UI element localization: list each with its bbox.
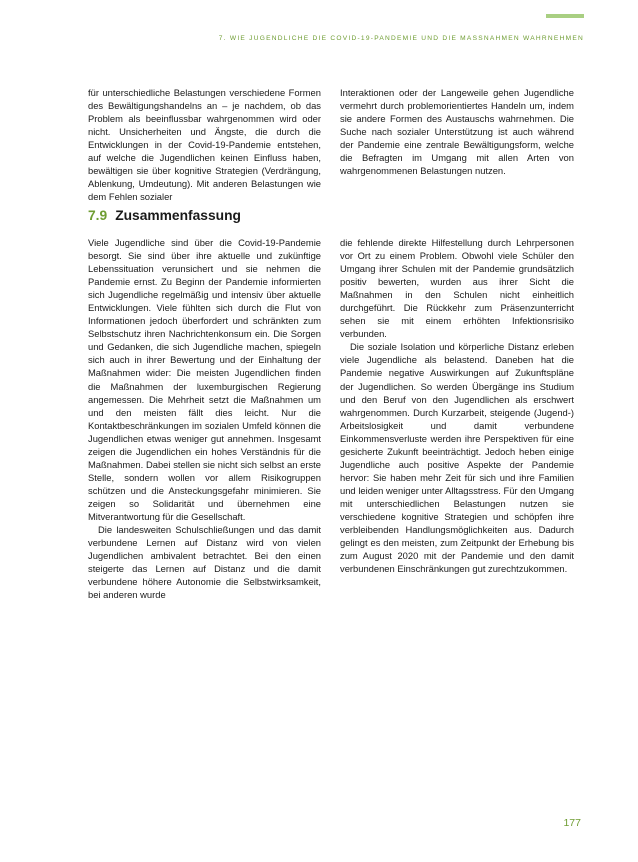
summary-paragraph: Die soziale Isolation und körperliche Distanz erleben viele Jugendliche als belastend. Daneben hat die Pandemie negative Auswirkungen auf Zukunftspläne der Jugendlichen. So werden Übergänge ins Studium und den Beruf von den Jugendlichen als erschwert wahrgenommen. Durch Kurzarbeit, steigende (Jugend-) Arbeitslosigkeit und damit verbundene Einkommensverluste werden ihre Perspektiven für eine gesicherte Zukunft beeinträchtigt. Jedoch heben einige Jugendliche auch positive Aspekte der Pandemie hervor: Sie haben mehr Zeit für sich und ihre Familien und leiden weniger unter Alltagsstress. Für den Umgang mit unterschiedlichen Belastungen nutzen sie verschiedene kognitive Strategien und schöpfen ihre verbleibenden Handlungsmöglichkeiten aus. Dadurch gelingt es den meisten, zum Zeitpunkt der Erhebung bis zum August 2020 mit der Pandemie und den damit verbundenen Einschränkungen gut zurechtzukommen. xyxy=(340,341,574,575)
intro-column-left xyxy=(88,86,321,203)
intro-paragraph-right: Interaktionen oder der Langeweile gehen Jugendliche vermehrt durch problemorientiertes Handeln um, indem sie andere Formen des Austauschs wahrnehmen. Die Suche nach sozialer Unterstützung ist auch während der Pandemie eine zentrale Bewältigungsform, welche die Befragten im Umgang mit allen Arten von wahrgenommenen Belastungen nutzen. xyxy=(340,87,574,177)
summary-column-left xyxy=(88,236,321,601)
summary-paragraph: die fehlende direkte Hilfestellung durch Lehrpersonen vor Ort zu einem Problem. Obwohl viele Schüler den Umgang ihrer Schulen mit der Pandemie grundsätzlich positiv bewerten, wurden aus ihrer Sicht die Maßnahmen in den Schulen nicht einheitlich durchgeführt. Die Rückkehr zum Präsenzunterricht sehen sie mit einem erhöhten Infektionsrisiko verbunden. xyxy=(340,237,574,340)
intro-paragraph-left: für unterschiedliche Belastungen verschiedene Formen des Bewältigungshandelns an – je nachdem, ob das Problem als beeinflussbar wahrgenommen wird oder nicht. Unsicherheiten und Ängste, die durch die Entwicklungen in der Covid-19-Pandemie entstehen, auf welche die Jugendlichen keinen Einfluss haben, bewältigen sie über kognitive Strategien (Verdrängung, Ablenkung, Umdeutung). Mit anderen Belastungen wie dem Fehlen sozialer xyxy=(88,87,321,203)
running-header: 7. WIE JUGENDLICHE DIE COVID-19-PANDEMIE UND DIE MASSNAHMEN WAHRNEHMEN xyxy=(218,35,584,42)
header-accent-bar xyxy=(546,14,584,18)
summary-paragraph: Die landesweiten Schulschließungen und das damit verbundene Lernen auf Distanz wird von vielen Jugendlichen ambivalent betrachtet. Bei den einen steigerte das Lernen auf Distanz und die damit verbundene höhere Autonomie die Selbstwirksamkeit, bei anderen wurde xyxy=(88,524,321,601)
page-number: 177 xyxy=(563,817,581,829)
intro-column-right xyxy=(340,86,574,177)
summary-column-right xyxy=(340,236,574,575)
section-heading xyxy=(88,208,241,223)
section-title: Zusammenfassung xyxy=(115,208,241,223)
summary-paragraph: Viele Jugendliche sind über die Covid-19-Pandemie besorgt. Sie sind über ihre aktuelle und zukünftige Lebenssituation verunsichert und sie nehmen die Pandemie ernst. Zu Beginn der Pandemie informierten sich Jugendliche regelmäßig und intensiv über aktuelle Entwicklungen. Viele fühlten sich durch die Flut von Informationen jedoch überfordert und schränkten zum Selbstschutz ihren Nachrichtenkonsum ein. Die Sorgen und Gedanken, die sich Jugendliche machen, spiegeln sich auch in ihrer Bewertung und der Einhaltung der Maßnahmen wider: Die meisten Jugendlichen finden die Maßnahmen der luxemburgischen Regierung angemessen. Die Mehrheit setzt die Maßnahmen um und den meisten fällt dies leicht. Nur die Kontaktbeschränkungen im sozialen Umfeld können die Jugendlichen etwas weniger gut annehmen. Insgesamt zeigen die Jugendlichen ein hohes Verständnis für die Maßnahmen. Dabei stellen sie nicht sich selbst an erste Stelle, sondern wollen vor allem Risikogruppen schützen und die Ansteckungsgefahr minimieren. Sie zeigen so Solidarität und übernehmen eine Mitverantwortung für die Gesellschaft. xyxy=(88,237,321,522)
section-number: 7.9 xyxy=(88,208,108,223)
